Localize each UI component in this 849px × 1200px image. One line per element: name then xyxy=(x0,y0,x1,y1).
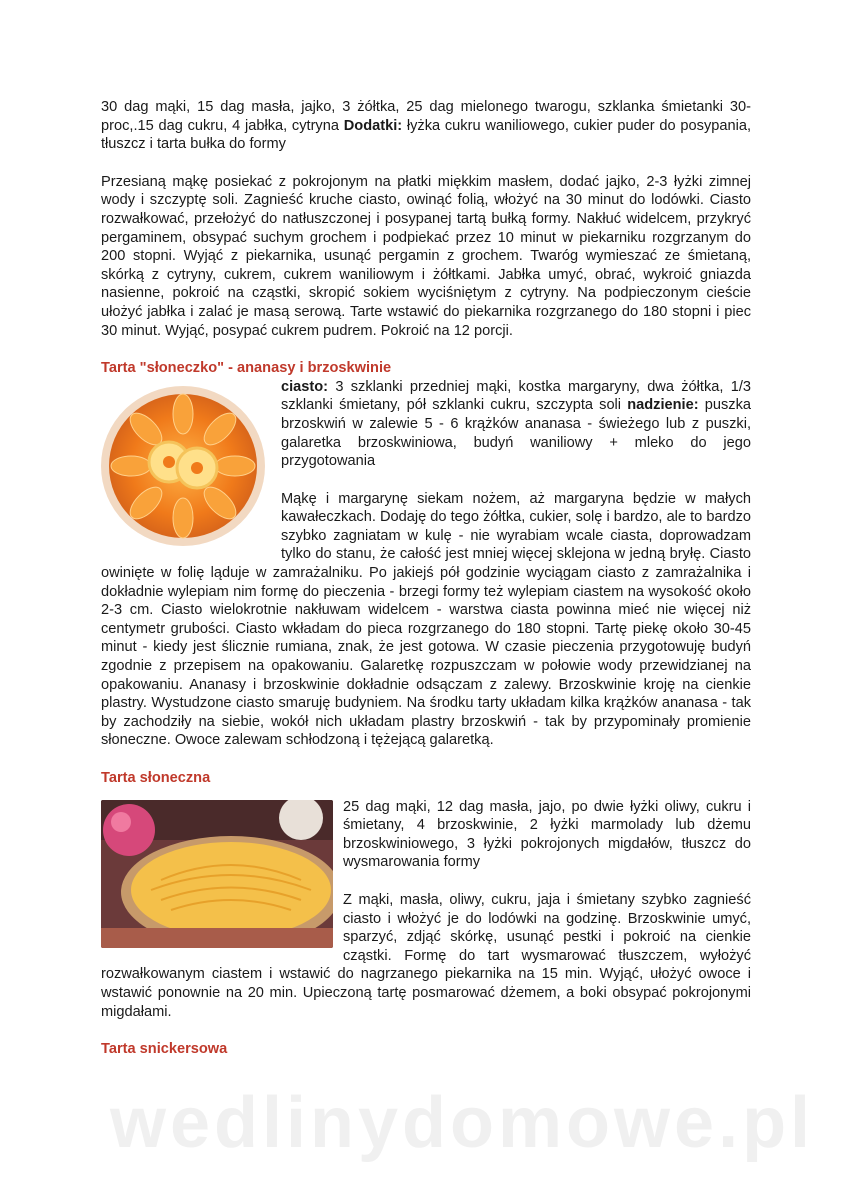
recipe2-ingredients: 25 dag mąki, 12 dag masła, jajo, po dwie łyżki oliwy, cukru i śmietany, 4 brzoskwinie, 2 łyżki marmolady lub dżemu brzoskwiniowego, 3 łyżki pokrojonych migdałów, tłuszcz do wysmarowania formy xyxy=(343,798,751,871)
recipe-title-snickersowa: Tarta snickersowa xyxy=(101,1041,228,1058)
recipe-title-sloneczko: Tarta "słoneczko" - ananasy i brzoskwinie xyxy=(101,360,392,377)
recipe2-method: Z mąki, masła, oliwy, cukru, jaja i śmietany szybko zagnieść ciasto i włożyć je do lodówki na godzinę. Brzoskwinie umyć, sparzyć, zdjąć skórkę, usunąć pestki i pokroić na cienkie cząstki. Formę do tart wysmarować tłuszczem, wyłożyć rozwałkowanym ciastem i wstawić do nagrzanego piekarnika na 15 min. Wyjąć, ułożyć owoce i wstawić ponownie na 20 min. Upieczoną tartę posmarować dżemem, a boki obsypać pokrojonymi migdałami. xyxy=(101,891,751,1020)
intro-method: Przesianą mąkę posiekać z pokrojonym na płatki miękkim masłem, dodać jajko, 2-3 łyżki zimnej wody i szczyptę soli. Zagnieść kruche ciasto, owinąć folią, włożyć na 30 minut do lodówki. Ciasto rozwałkować, przełożyć do natłuszczonej i posypanej tartą bułką formy. Nakłuć widelcem, przykryć pergaminem, obsypać suchym grochem i podpiekać przez 10 minut w piekarniku rozgrzanym do 200 stopni. Wyjąć z piekarnika, usunąć pergamin z grochem. Twaróg wymieszać ze śmietaną, skórką z cytryny, cukrem, cukrem waniliowym i żółtkami. Jabłka umyć, obrać, wykroić gniazda nasienne, pokroić na cząstki, skropić sokiem wyciśniętym z cytryny. Na podpieczonym cieście ułożyć jabłka i zalać je masą serową. Tarte wstawić do piekarnika rozgrzanego do 180 stopni i piec 30 minut. Wyjąć, posypać cukrem pudrem. Pokroić na 12 porcji. xyxy=(101,173,751,339)
intro-ingredients: 30 dag mąki, 15 dag masła, jajko, 3 żółtka, 25 dag mielonego twarogu, szklanka śmietanki 30-proc,.15 dag cukru, 4 jabłka, cytryna Dodatki: łyżka cukru waniliowego, cukier puder do posypania, tłuszcz i tarta bułka do formy xyxy=(101,99,751,153)
recipe-title-sloneczna: Tarta słoneczna xyxy=(101,770,211,786)
tart-peach-pineapple-image xyxy=(99,384,267,548)
document-page xyxy=(101,98,751,1059)
tart-peach-photo xyxy=(101,800,333,948)
recipe1-ingredients: ciasto: 3 szklanki przedniej mąki, kostka margaryny, dwa żółtka, 1/3 szklanki śmietany, pół szklanki cukru, szczypta soli nadzienie: puszka brzoskwiń w zalewie 5 - 6 krążków ananasa - świeżego lub z puszki, galaretka brzoskwiniowa, budyń waniliowy + mleko do jego przygotowania xyxy=(281,378,751,470)
watermark-text: wedlinydomowe.pl xyxy=(110,1083,815,1163)
recipe1-method: Mąkę i margarynę siekam nożem, aż margaryna będzie w małych kawałeczkach. Dodaję do tego żółtka, cukier, solę i bardzo, ale to bardzo szybko zagniatam w kulę - nie wyrabiam wcale ciasta, doprowadzam tylko do stanu, że całość jest mniej więcej sklejona w jedną bryłę. Ciasto owinięte w folię ląduje w zamrażalniku. Po jakiejś pół godzinie wyciągam ciasto z zamrażalnika i dokładnie wylepiam nim formę do pieczenia - brzegi formy też wylepiam ciastem na wysokość około 2-3 cm. Ciasto wielokrotnie nakłuwam widelcem - warstwa ciasta powinna mieć nie więcej niż centymetr grubości. Ciasto wkładam do pieca rozgrzanego do 180 stopni. Tartę piekę około 30-45 minut - kiedy jest ślicznie rumiana, znak, że jest gotowa. W czasie pieczenia przygotowuję budyń zgodnie z przepisem na opakowaniu. Galaretkę rozpuszczam w połowie wody przewidzianej na opakowaniu. Ananasy i brzoskwinie dokładnie odsączam z zalewy. Brzoskwinie kroję na cienkie plastry. Wystudzone ciasto smaruję budyniem. Na środku tarty układam kilka krążków ananasa - tak by zachodziły na siebie, wokół nich układam plastry brzoskwiń - tak by przypominały promienie słoneczne. Owoce zalewam schłodzoną i tężejącą galaretką. xyxy=(101,490,751,749)
